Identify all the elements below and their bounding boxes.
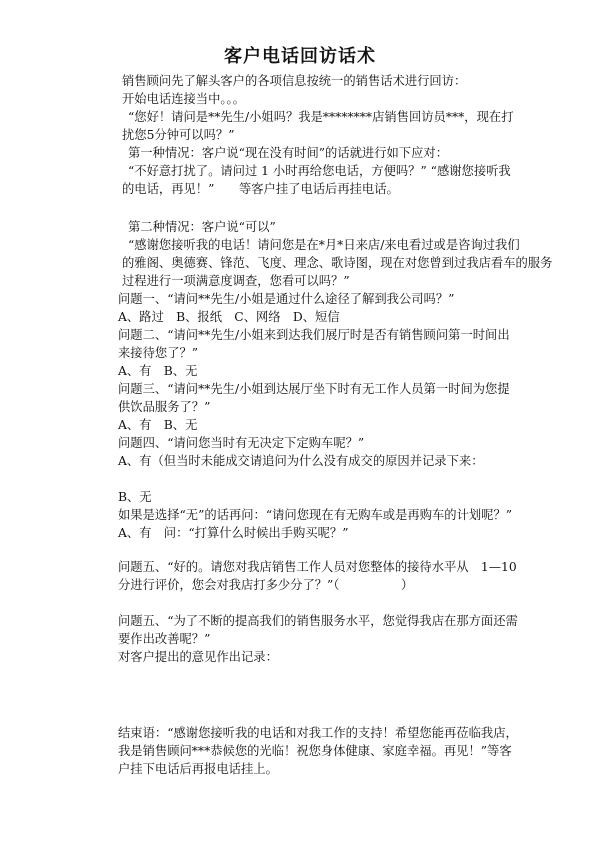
document-title: 客户电话回访话术 xyxy=(224,46,376,67)
case-two-line-1: “感谢您接听我的电话！请问您是在*月*日来店/来电看过或是咨询过我们 xyxy=(128,238,520,252)
question-one: 问题一、“请问**先生/小姐是通过什么途径了解到我公司吗？” xyxy=(118,292,455,306)
question-four-option-b: B、无 xyxy=(118,490,152,504)
question-two-options: A、有 B、无 xyxy=(118,364,198,378)
question-five-line-2: 分进行评价，您会对我店打多少分了？”（ ） xyxy=(118,578,414,592)
case-two-line-2: 的雅阁、奥德赛、锋范、飞度、理念、歌诗图，现在对您曾到过我店看车的服务 xyxy=(122,256,553,270)
case-one-line-1: “不好意打扰了。请问过 1 小时再给您电话，方便吗？” “感谢您接听我 xyxy=(128,164,511,178)
case-two-line-3: 过程进行一项满意度调查，您看可以吗？” xyxy=(122,274,350,288)
closing-line-3: 户挂下电话后再报电话挂上。 xyxy=(118,762,278,776)
closing-line-1: 结束语：“感谢您接听我的电话和对我工作的支持！希望您能再莅临我店， xyxy=(118,726,518,740)
question-four: 问题四、“请问您当时有无决定下定购车呢？” xyxy=(118,436,365,450)
greeting-line-1: “您好！请问是**先生/小姐吗？我是********店销售回访员***，现在打 xyxy=(128,110,514,124)
case-one-line-2: 的电话，再见！” 等客户挂了电话后再挂电话。 xyxy=(122,182,399,196)
question-three-line-1: 问题三、“请问**先生/小姐到达展厅坐下时有无工作人员第一时间为您提 xyxy=(118,382,510,396)
closing-line-2: 我是销售顾问***恭候您的光临！祝您身体健康、家庭幸福。再见！”等客 xyxy=(118,744,512,758)
connecting-line: 开始电话连接当中。。。 xyxy=(122,92,245,106)
question-three-line-2: 供饮品服务了？” xyxy=(118,400,211,414)
followup-option-a: A、有 问：“打算什么时候出手购买呢？” xyxy=(118,526,349,540)
question-five-line-1: 问题五、“好的。请您对我店销售工作人员对您整体的接待水平从 1—10 xyxy=(118,560,517,574)
case-one-heading: 第一种情况：客户说“现在没有时间”的话就进行如下应对： xyxy=(128,146,448,160)
intro-line: 销售顾问先了解头客户的各项信息按统一的销售话术进行回访： xyxy=(122,74,467,88)
question-three-options: A、有 B、无 xyxy=(118,418,198,432)
question-four-option-a: A、有（但当时未能成交请追问为什么没有成交的原因并记录下来： xyxy=(118,454,484,468)
feedback-record-label: 对客户提出的意见作出记录： xyxy=(118,650,278,664)
greeting-line-2: 扰您5分钟可以吗？” xyxy=(122,128,235,142)
question-one-options: A、路过 B、报纸 C、网络 D、短信 xyxy=(118,310,340,324)
followup-question: 如果是选择“无”的话再问：“请问您现在有无购车或是再购车的计划呢？” xyxy=(118,508,513,522)
question-two-line-1: 问题二、“请问**先生/小姐来到达我们展厅时是否有销售顾问第一时间出 xyxy=(118,328,510,342)
question-six-line-1: 问题五、“为了不断的提高我们的销售服务水平，您觉得我店在那方面还需 xyxy=(118,614,518,628)
case-two-heading: 第二种情况：客户说“可以” xyxy=(128,220,276,234)
question-six-line-2: 要作出改善呢？” xyxy=(118,632,211,646)
question-two-line-2: 来接待您了？” xyxy=(118,346,199,360)
